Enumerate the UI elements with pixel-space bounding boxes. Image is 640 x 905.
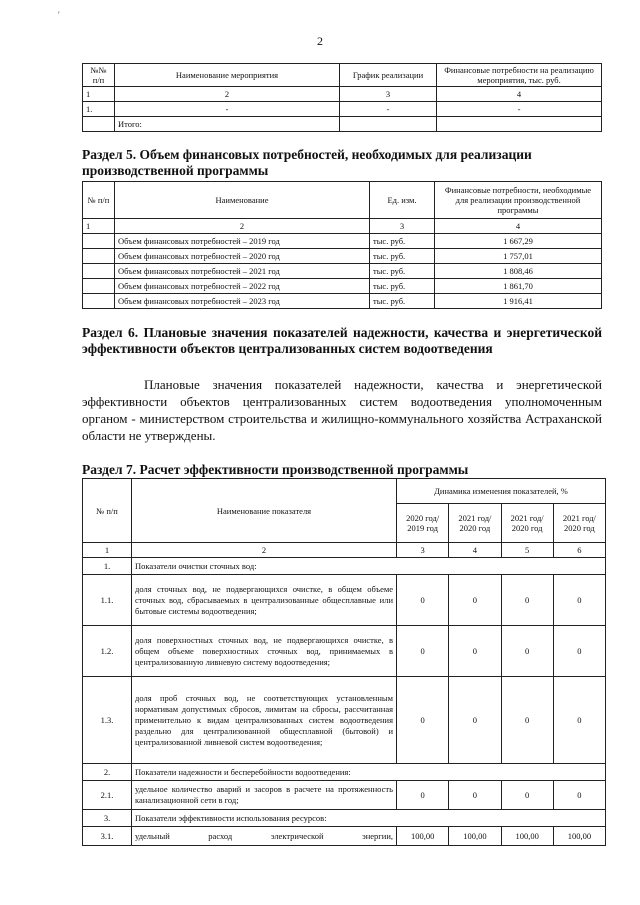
header-cell: Наименование показателя bbox=[132, 479, 397, 543]
value-cell: 0 bbox=[501, 781, 553, 810]
value-cell: 0 bbox=[397, 575, 449, 626]
table-header-row bbox=[83, 64, 602, 87]
table-cell: тыс. руб. bbox=[370, 264, 435, 279]
header-cell: №№ п/п bbox=[83, 64, 115, 87]
column-number: 2 bbox=[115, 87, 340, 102]
header-cell: Финансовые потребности на реализацию мероприятия, тыс. руб. bbox=[437, 64, 602, 87]
table-cell: тыс. руб. bbox=[370, 294, 435, 309]
table-cell: - bbox=[437, 102, 602, 117]
table-row bbox=[83, 234, 602, 249]
table-cell: - bbox=[115, 102, 340, 117]
indicator-name: удельный расход электрической энергии, bbox=[132, 827, 397, 846]
value-cell: 0 bbox=[501, 677, 553, 764]
period-cell: 2021 год/ 2020 год bbox=[501, 504, 553, 543]
row-number bbox=[83, 264, 115, 279]
column-number-row bbox=[83, 219, 602, 234]
header-cell: № п/п bbox=[83, 479, 132, 543]
indicator-name: доля сточных вод, не подвергающихся очистке, в общем объеме сточных вод, сбрасываемых в централизованные общесплавные или бытовые системы водоотведения; bbox=[132, 575, 397, 626]
header-cell: № п/п bbox=[83, 182, 115, 219]
row-number bbox=[83, 279, 115, 294]
table-row bbox=[83, 626, 606, 677]
column-number: 3 bbox=[370, 219, 435, 234]
value-cell: 0 bbox=[397, 781, 449, 810]
table-row bbox=[83, 827, 606, 846]
value-cell: 100,00 bbox=[553, 827, 605, 846]
table-cell bbox=[340, 117, 437, 132]
value-cell: 100,00 bbox=[449, 827, 501, 846]
column-number-row bbox=[83, 87, 602, 102]
value-cell: 100,00 bbox=[397, 827, 449, 846]
column-number: 1 bbox=[83, 87, 115, 102]
total-label: Итого: bbox=[115, 117, 340, 132]
period-cell: 2021 год/ 2020 год bbox=[449, 504, 501, 543]
group-label: Показатели эффективности использования ресурсов: bbox=[132, 810, 606, 827]
indicator-name: доля поверхностных сточных вод, не подвергающихся очистке, в общем объеме поверхностных сточных вод, принимаемых в централизованную ливневую систему водоотведения; bbox=[132, 626, 397, 677]
table-cell: 1 916,41 bbox=[435, 294, 602, 309]
table-row bbox=[83, 294, 602, 309]
group-row bbox=[83, 810, 606, 827]
row-number: 1.3. bbox=[83, 677, 132, 764]
indicator-name: удельное количество аварий и засоров в расчете на протяженность канализационной сети в год; bbox=[132, 781, 397, 810]
table-header-row bbox=[83, 182, 602, 219]
table-header-row bbox=[83, 479, 606, 504]
section-6-title: Раздел 6. Плановые значения показателей надежности, качества и энергетической эффективности объектов централизованных систем водоотведения bbox=[82, 325, 602, 356]
table-cell: 1 808,46 bbox=[435, 264, 602, 279]
value-cell: 0 bbox=[449, 677, 501, 764]
value-cell: 0 bbox=[397, 677, 449, 764]
row-number: 1.1. bbox=[83, 575, 132, 626]
value-cell: 0 bbox=[553, 781, 605, 810]
period-cell: 2020 год/ 2019 год bbox=[397, 504, 449, 543]
page-number: 2 bbox=[317, 34, 323, 48]
header-cell: Наименование мероприятия bbox=[115, 64, 340, 87]
table-cell: Объем финансовых потребностей – 2019 год bbox=[115, 234, 370, 249]
table-cell: Объем финансовых потребностей – 2022 год bbox=[115, 279, 370, 294]
row-number: 1. bbox=[83, 558, 132, 575]
row-number: 3. bbox=[83, 810, 132, 827]
table-row bbox=[83, 279, 602, 294]
table-cell bbox=[83, 117, 115, 132]
column-number: 1 bbox=[83, 219, 115, 234]
header-cell: Финансовые потребности, необходимые для реализации производственной программы bbox=[435, 182, 602, 219]
table-cell: Объем финансовых потребностей – 2020 год bbox=[115, 249, 370, 264]
value-cell: 0 bbox=[553, 626, 605, 677]
column-number: 6 bbox=[553, 543, 605, 558]
row-number bbox=[83, 249, 115, 264]
value-cell: 0 bbox=[501, 626, 553, 677]
column-number: 2 bbox=[115, 219, 370, 234]
column-number: 3 bbox=[340, 87, 437, 102]
table-row bbox=[83, 781, 606, 810]
column-number: 5 bbox=[501, 543, 553, 558]
table-row bbox=[83, 677, 606, 764]
value-cell: 0 bbox=[553, 575, 605, 626]
value-cell: 0 bbox=[553, 677, 605, 764]
value-cell: 0 bbox=[501, 575, 553, 626]
row-number: 3.1. bbox=[83, 827, 132, 846]
header-cell: Наименование bbox=[115, 182, 370, 219]
column-number: 4 bbox=[437, 87, 602, 102]
row-number bbox=[83, 234, 115, 249]
efficiency-table bbox=[82, 478, 606, 846]
table-cell: 1 667,29 bbox=[435, 234, 602, 249]
table-cell: Объем финансовых потребностей – 2021 год bbox=[115, 264, 370, 279]
header-cell: Ед. изм. bbox=[370, 182, 435, 219]
section-7-title: Раздел 7. Расчет эффективности производственной программы bbox=[82, 462, 469, 477]
period-cell: 2021 год/ 2020 год bbox=[553, 504, 605, 543]
table-cell: 1 757,01 bbox=[435, 249, 602, 264]
value-cell: 100,00 bbox=[501, 827, 553, 846]
total-row bbox=[83, 117, 602, 132]
indicator-name: доля проб сточных вод, не соответствующих установленным нормативам допустимых сбросов, лимитам на сбросы, рассчитанная применительно к видам централизованных систем водоотведения раздельно для централизованной общесплавной (бытовой) и централизованной ливневой систем водоотведения; bbox=[132, 677, 397, 764]
header-cell: Динамика изменения показателей, % bbox=[397, 479, 606, 504]
table-row bbox=[83, 249, 602, 264]
table-cell: тыс. руб. bbox=[370, 249, 435, 264]
row-number: 2.1. bbox=[83, 781, 132, 810]
value-cell: 0 bbox=[449, 575, 501, 626]
table-cell bbox=[437, 117, 602, 132]
group-row bbox=[83, 764, 606, 781]
table-row bbox=[83, 264, 602, 279]
table-row bbox=[83, 575, 606, 626]
column-number: 2 bbox=[132, 543, 397, 558]
activities-table bbox=[82, 63, 602, 132]
table-row bbox=[83, 102, 602, 117]
group-label: Показатели очистки сточных вод: bbox=[132, 558, 606, 575]
column-number: 3 bbox=[397, 543, 449, 558]
table-cell: - bbox=[340, 102, 437, 117]
column-number: 4 bbox=[435, 219, 602, 234]
value-cell: 0 bbox=[449, 781, 501, 810]
row-number bbox=[83, 294, 115, 309]
section-5-title: Раздел 5. Объем финансовых потребностей, необходимых для реализации производственной программы bbox=[82, 147, 532, 178]
header-cell: График реализации bbox=[340, 64, 437, 87]
group-row bbox=[83, 558, 606, 575]
corner-mark: ' bbox=[58, 10, 60, 20]
row-number: 1. bbox=[83, 102, 115, 117]
row-number: 1.2. bbox=[83, 626, 132, 677]
financial-needs-table bbox=[82, 181, 602, 309]
value-cell: 0 bbox=[397, 626, 449, 677]
table-cell: 1 861,70 bbox=[435, 279, 602, 294]
value-cell: 0 bbox=[449, 626, 501, 677]
table-cell: тыс. руб. bbox=[370, 279, 435, 294]
group-label: Показатели надежности и бесперебойности водоотведения: bbox=[132, 764, 606, 781]
column-number: 4 bbox=[449, 543, 501, 558]
table-cell: тыс. руб. bbox=[370, 234, 435, 249]
column-number-row bbox=[83, 543, 606, 558]
row-number: 2. bbox=[83, 764, 132, 781]
table-cell: Объем финансовых потребностей – 2023 год bbox=[115, 294, 370, 309]
column-number: 1 bbox=[83, 543, 132, 558]
section-6-text: Плановые значения показателей надежности, качества и энергетической эффективности объектов централизованных систем водоотведения уполномоченным органом - министерством строительства и жилищно-коммунального хозяйства Астраханской области не утверждены. bbox=[82, 377, 602, 443]
